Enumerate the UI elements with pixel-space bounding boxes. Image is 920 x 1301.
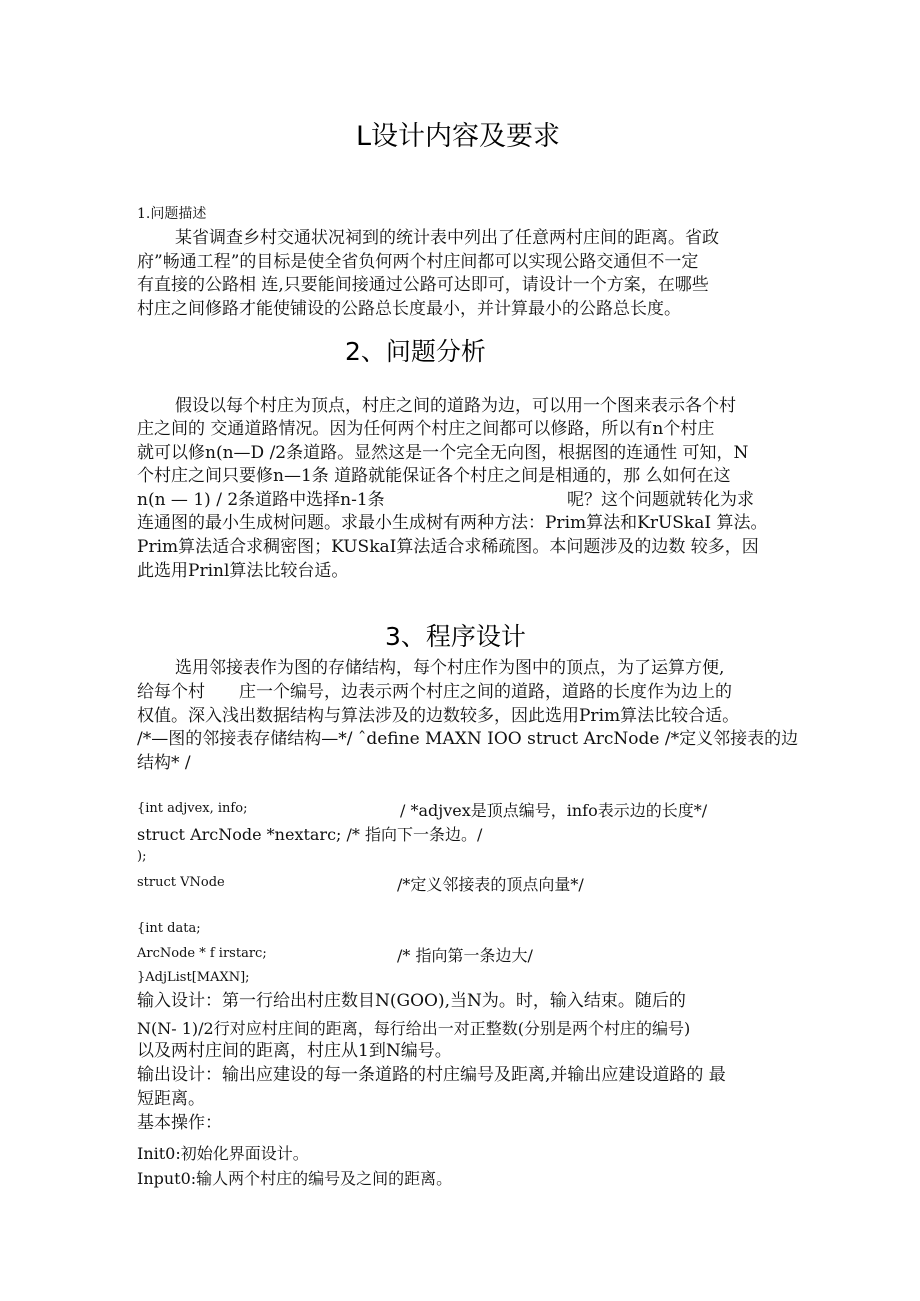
tail-line: Init0:初始化界面设计。 [137,1144,309,1163]
section1-line: 府”畅通工程”的目标是使全省负何两个村庄间都可以实现公路交通但不一定 [137,252,699,272]
tail-line: Input0:输人两个村庄的编号及之间的距离。 [137,1169,453,1188]
section1-line: 有直接的公路相 连,只要能间接通过公路可达即可，请设计一个方案，在哪些 [137,275,709,295]
section2-line: 此选用Prinl算法比较台适。 [137,561,349,581]
code-line: }AdjList[MAXN]; [137,970,250,985]
code-comment: / *adjvex是顶点编号，info表示边的长度*/ [400,801,708,820]
code-line: {int data; [137,921,201,936]
code-line: ); [137,849,147,864]
section2-line: 庄之间的 交通道路情况。因为任何两个村庄之间都可以修路，所以有n个村庄 [137,419,715,439]
section2-heading: 2、问题分析 [345,337,486,366]
section2-line: n(n — 1) / 2条道路中选择n-1条 [137,490,385,510]
tail-line: 输入设计：第一行给出村庄数目N(GOO),当N为。时，输入结束。随后的 [137,991,686,1011]
tail-line: 短距离。 [137,1089,205,1109]
code-comment: /*定义邻接表的顶点向量*/ [397,875,584,894]
code-comment: /* 指向第一条边大/ [397,946,533,965]
page-title: L设计内容及要求 [356,121,561,152]
section3-line: 权值。深入浅出数据结构与算法涉及的边数较多，因此选用Prim算法比较合适。 [137,706,740,726]
tail-line: N(N- 1)/2行对应村庄间的距离，每行给出一对正整数(分别是两个村庄的编号) [137,1019,691,1038]
tail-line: 以及两村庄间的距离，村庄从1到N编号。 [137,1041,452,1061]
tail-line: 基本操作： [137,1113,222,1133]
section3-heading: 3、程序设计 [385,622,526,651]
section1-heading: 1.问题描述 [137,206,207,222]
code-line: struct ArcNode *nextarc; /* 指向下一条边。/ [137,825,483,844]
section2-line: 呢？这个问题就转化为求 [567,490,754,510]
section3-line: 给每个村 庄一个编号，边表示两个村庄之间的道路，道路的长度作为边上的 [137,682,732,702]
section2-line: 就可以修n(n—D /2条道路。显然这是一个完全无向图，根据图的连通性 可知，N [137,443,749,463]
code-line: struct VNode [137,875,225,890]
section3-line: 结构* / [137,753,191,773]
code-line: {int adjvex, info; [137,801,248,816]
section3-line: /*—图的邻接表存储结构—*/ ˆdefine MAXN IOO struct ArcNode /*定义邻接表的边 [137,729,799,749]
section2-line: 连通图的最小生成树问题。求最小生成树有两种方法：Prim算法和KrUSkaI 算法。 [137,513,768,533]
code-line: ArcNode * f irstarc; [137,946,267,961]
section2-line: 假设以每个村庄为顶点，村庄之间的道路为边，可以用一个图来表示各个村 [175,396,736,416]
tail-line: 输出设计：输出应建设的每一条道路的村庄编号及距离,并输出应建设道路的 最 [137,1065,726,1085]
section3-line: 选用邻接表作为图的存储结构，每个村庄作为图中的顶点，为了运算方便, [175,658,725,678]
section2-line: 个村庄之间只要修n—1条 道路就能保证各个村庄之间是相通的，那 么如何在这 [137,466,731,486]
section1-line: 某省调查乡村交通状况祠到的统计表中列出了任意两村庄间的距离。省政 [175,228,719,248]
section2-line: Prim算法适合求稠密图；KUSkaI算法适合求稀疏图。本问题涉及的边数 较多，因 [137,537,759,557]
section1-line: 村庄之间修路才能使铺设的公路总长度最小，并计算最小的公路总长度。 [137,299,681,319]
